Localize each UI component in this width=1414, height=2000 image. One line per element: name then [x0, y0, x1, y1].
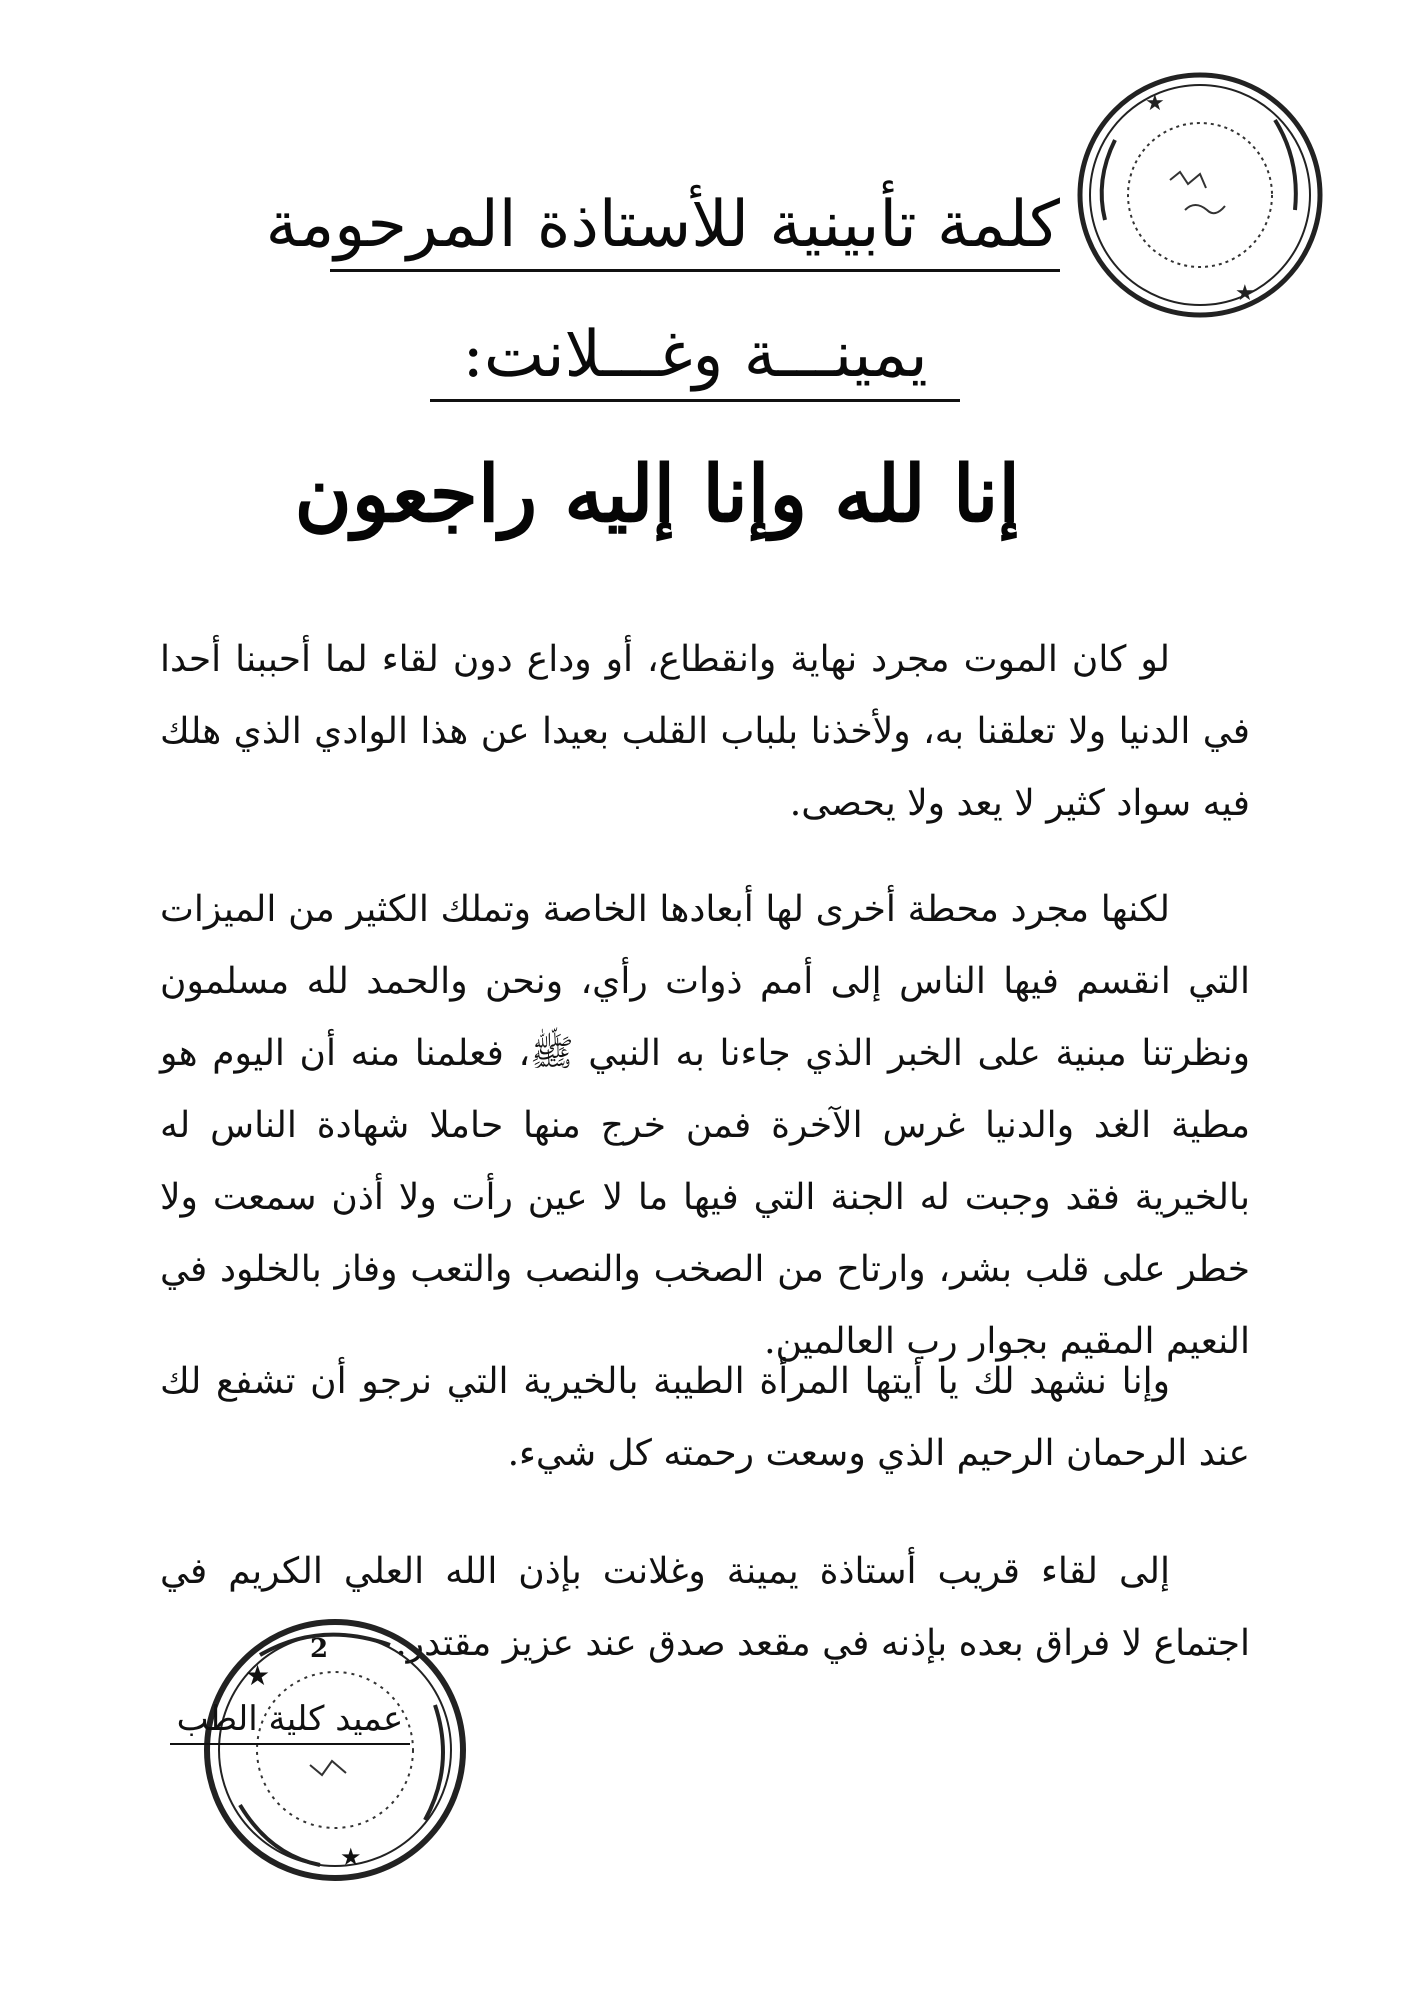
official-stamp-bottom: [200, 1615, 470, 1885]
paragraph-4-text: إلى لقاء قريب أستاذة يمينة وغلانت بإذن الله العلي الكريم في اجتماع لا فراق بعده بإذنه في مقعد صدق عند عزيز مقتدر.: [160, 1551, 1250, 1664]
paragraph-3: [160, 1346, 1250, 1490]
quran-verse-calligraphy: إنا لله وإنا إليه راجعون: [294, 449, 1020, 540]
svg-text:★: ★: [1145, 91, 1165, 116]
svg-text:★: ★: [340, 1843, 362, 1871]
paragraph-2-text: لكنها مجرد محطة أخرى لها أبعادها الخاصة وتملك الكثير من الميزات التي انقسم فيها الناس إلى أمم ذوات رأي، ونحن والحمد لله مسلمون ونظرتنا مبنية على الخبر الذي جاءنا به النبي ﷺ، فعلمنا منه أن اليوم هو مطية الغد والدنيا غرس الآخرة فمن خرج منها حاملا شهادة الناس له بالخيرية فقد وجبت له الجنة التي فيها ما لا عين رأت ولا أذن سمعت ولا خطر على قلب بشر، وارتاح من الصخب والنصب والتعب وفاز بالخلود في النعيم المقيم بجوار رب العالمين.: [160, 889, 1250, 1362]
official-stamp-top: [1075, 70, 1325, 320]
title-line-1: كلمة تأبينية للأستاذة المرحومة: [330, 185, 1060, 272]
title-line-2: يمينـــة وغـــلانت:: [430, 315, 960, 402]
paragraph-1-text: لو كان الموت مجرد نهاية وانقطاع، أو وداع دون لقاء لما أحببنا أحدا في الدنيا ولا تعلقنا به، ولأخذنا بلباب القلب بعيدا عن هذا الوادي الذي هلك فيه سواد كثير لا يعد ولا يحصى.: [160, 639, 1251, 824]
paragraph-3-text: وإنا نشهد لك يا أيتها المرأة الطيبة بالخيرية التي نرجو أن تشفع لك عند الرحمان الرحيم الذي وسعت رحمته كل شيء.: [160, 1361, 1250, 1474]
signature-dean-faculty-medicine: عميد كلية الطب: [170, 1695, 410, 1745]
svg-text:★: ★: [245, 1659, 271, 1692]
paragraph-1: [160, 624, 1250, 840]
stamp-number: 2: [310, 1634, 329, 1664]
svg-text:★: ★: [1235, 281, 1255, 306]
paragraph-2: [160, 874, 1250, 1378]
